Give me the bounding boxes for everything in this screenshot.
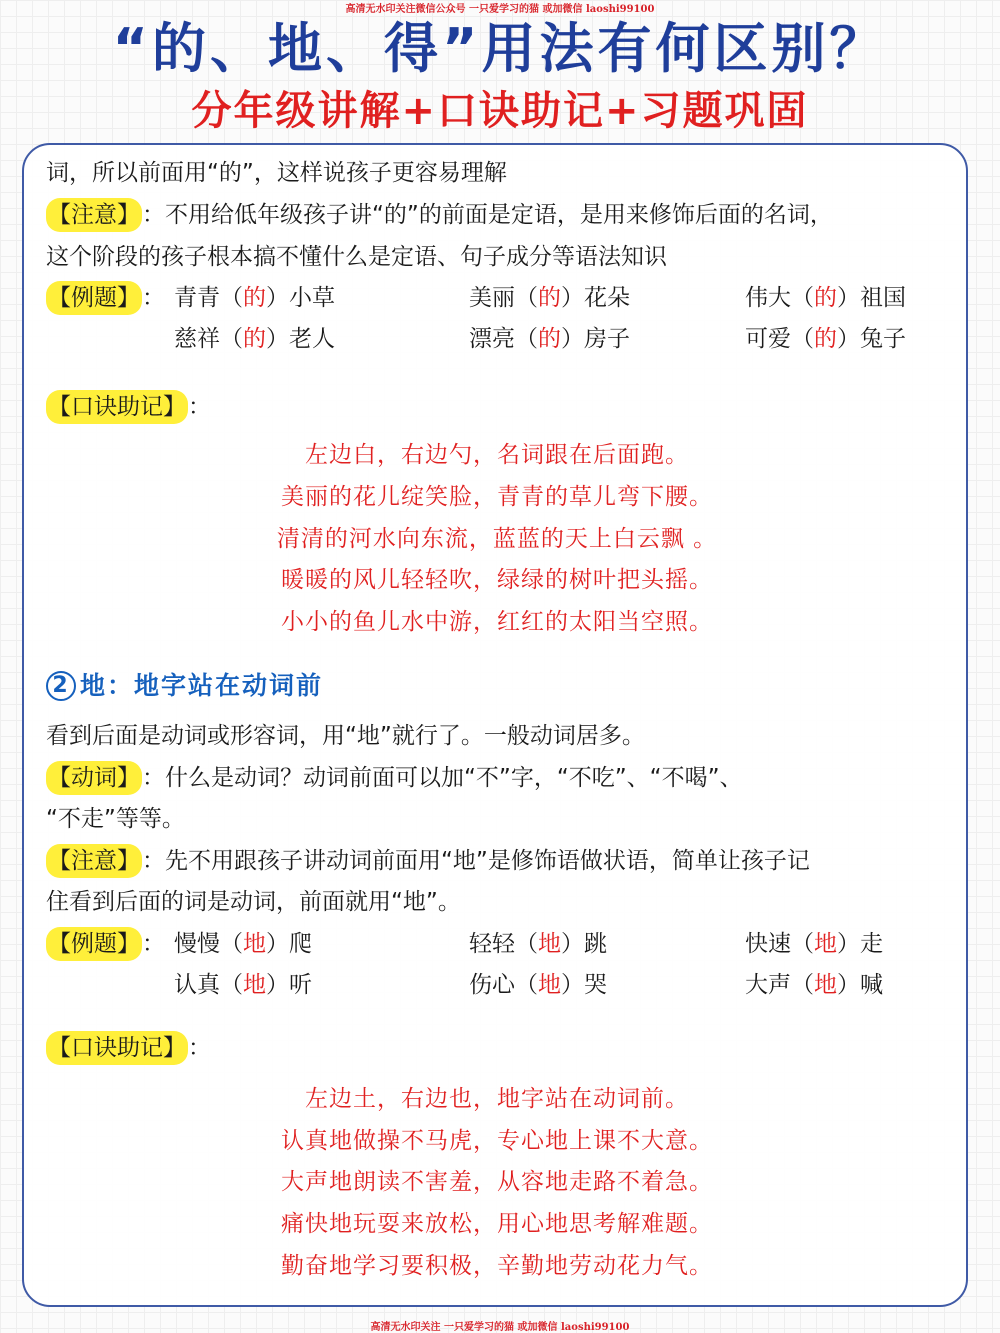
example-before: 伤心（ — [469, 972, 538, 998]
example-after: ）跳 — [561, 931, 607, 957]
example-before: 青青（ — [174, 285, 243, 311]
de-verse: 左边白，右边勺，名词跟在后面跑。 — [305, 442, 689, 468]
di-mnemonic-sep: ： — [188, 1035, 211, 1061]
example-after: ）走 — [837, 931, 883, 957]
de-example-3 — [745, 281, 906, 315]
di-heading-text: 地：地字站在动词前 — [80, 671, 324, 700]
di-example-4 — [174, 968, 312, 1002]
di-note-sep: ： — [142, 848, 165, 874]
di-verse: 认真地做操不马虎，专心地上课不大意。 — [281, 1128, 713, 1154]
example-answer: 地 — [243, 972, 266, 998]
de-verse: 美丽的花儿绽笑脸，青青的草儿弯下腰。 — [281, 484, 713, 510]
example-answer: 的 — [538, 285, 561, 311]
example-answer: 的 — [814, 326, 837, 352]
di-example-2 — [469, 927, 607, 961]
di-verb-line2: “不走”等等。 — [46, 806, 185, 832]
de-mnemonic-tag: 【口诀助记】 — [46, 390, 188, 424]
example-answer: 地 — [538, 931, 561, 957]
di-section-heading — [46, 666, 323, 706]
example-after: ）喊 — [837, 972, 883, 998]
example-before: 伟大（ — [745, 285, 814, 311]
de-example-2 — [469, 281, 630, 315]
example-after: ）祖国 — [837, 285, 906, 311]
watermark-top: 高清无水印关注微信公众号 一只爱学习的猫 或加微信 laoshi99100 — [345, 4, 655, 15]
di-example-3 — [745, 927, 883, 961]
de-note — [46, 198, 833, 232]
example-answer: 地 — [814, 972, 837, 998]
example-before: 轻轻（ — [469, 931, 538, 957]
page-subtitle: 分年级讲解+口诀助记+习题巩固 — [191, 88, 809, 134]
de-verse: 暖暖的风儿轻轻吹，绿绿的树叶把头摇。 — [281, 567, 713, 593]
content-card — [22, 143, 968, 1307]
di-verse: 左边土，右边也，地字站在动词前。 — [305, 1086, 689, 1112]
example-after: ）哭 — [561, 972, 607, 998]
di-example-6 — [745, 968, 883, 1002]
watermark-bottom: 高清无水印关注 一只爱学习的猫 或加微信 laoshi99100 — [370, 1322, 630, 1333]
di-verb-sep: ： — [142, 765, 165, 791]
example-answer: 的 — [814, 285, 837, 311]
example-before: 美丽（ — [469, 285, 538, 311]
de-note-line1: 不用给低年级孩子讲“的”的前面是定语，是用来修饰后面的名词， — [165, 202, 833, 228]
example-before: 慢慢（ — [174, 931, 243, 957]
example-after: ）小草 — [266, 285, 335, 311]
example-before: 可爱（ — [745, 326, 814, 352]
example-answer: 地 — [243, 931, 266, 957]
di-note — [46, 844, 810, 878]
di-verse: 大声地朗读不害羞，从容地走路不着急。 — [281, 1169, 713, 1195]
di-verse: 痛快地玩耍来放松，用心地思考解难题。 — [281, 1211, 713, 1237]
example-before: 快速（ — [745, 931, 814, 957]
de-note-line2: 这个阶段的孩子根本搞不懂什么是定语、句子成分等语法知识 — [46, 244, 667, 270]
de-example-sep: ： — [142, 285, 165, 311]
example-before: 漂亮（ — [469, 326, 538, 352]
example-before: 认真（ — [174, 972, 243, 998]
de-example-4 — [174, 322, 335, 356]
example-after: ）老人 — [266, 326, 335, 352]
de-example-label — [46, 281, 165, 315]
example-before: 慈祥（ — [174, 326, 243, 352]
de-intro-line: 词，所以前面用“的”，这样说孩子更容易理解 — [46, 160, 507, 186]
di-note-line2: 住看到后面的词是动词，前面就用“地”。 — [46, 889, 461, 915]
de-verse: 小小的鱼儿水中游，红红的太阳当空照。 — [281, 609, 713, 635]
example-after: ）房子 — [561, 326, 630, 352]
di-note-line1: 先不用跟孩子讲动词前面用“地”是修饰语做状语，简单让孩子记 — [165, 848, 810, 874]
di-verb-line1: 什么是动词？动词前面可以加“不”字，“不吃”、“不喝”、 — [165, 765, 743, 791]
example-after: ）爬 — [266, 931, 312, 957]
page-title: “的、地、得”用法有何区别？ — [112, 17, 888, 80]
example-answer: 地 — [538, 972, 561, 998]
di-intro-line: 看到后面是动词或形容词，用“地”就行了。一般动词居多。 — [46, 723, 645, 749]
example-after: ）花朵 — [561, 285, 630, 311]
example-after: ）听 — [266, 972, 312, 998]
example-answer: 的 — [243, 326, 266, 352]
section-number-badge: 2 — [46, 671, 76, 701]
de-note-sep: ： — [142, 202, 165, 228]
example-answer: 地 — [814, 931, 837, 957]
di-note-tag: 【注意】 — [46, 844, 142, 878]
de-example-tag: 【例题】 — [46, 281, 142, 315]
di-example-5 — [469, 968, 607, 1002]
di-verse: 勤奋地学习要积极，辛勤地劳动花力气。 — [281, 1253, 713, 1279]
de-example-1 — [174, 281, 335, 315]
de-example-5 — [469, 322, 630, 356]
di-example-sep: ： — [142, 931, 165, 957]
di-example-1 — [174, 927, 312, 961]
di-example-label — [46, 927, 165, 961]
de-note-tag: 【注意】 — [46, 198, 142, 232]
example-after: ）兔子 — [837, 326, 906, 352]
de-example-6 — [745, 322, 906, 356]
de-verse: 清清的河水向东流，蓝蓝的天上白云飘 。 — [276, 526, 718, 552]
di-example-tag: 【例题】 — [46, 927, 142, 961]
di-verb-tag: 【动词】 — [46, 761, 142, 795]
example-before: 大声（ — [745, 972, 814, 998]
di-mnemonic-label — [46, 1031, 211, 1065]
de-mnemonic-label — [46, 390, 211, 424]
de-mnemonic-sep: ： — [188, 394, 211, 420]
example-answer: 的 — [243, 285, 266, 311]
example-answer: 的 — [538, 326, 561, 352]
di-verb — [46, 761, 743, 795]
di-mnemonic-tag: 【口诀助记】 — [46, 1031, 188, 1065]
